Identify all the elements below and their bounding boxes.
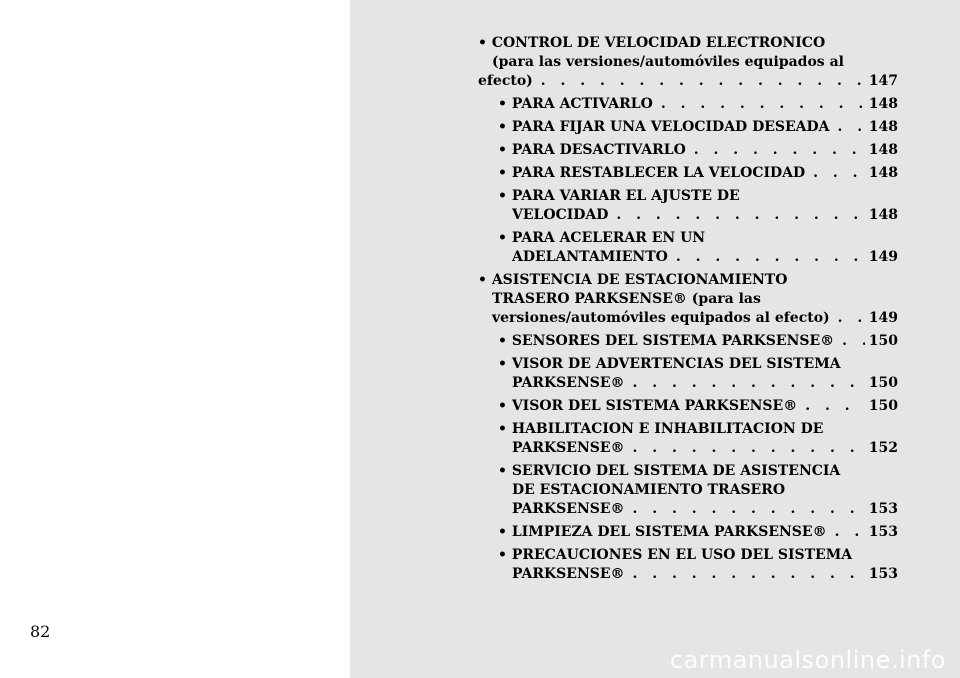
left-page-margin (0, 0, 350, 678)
toc-entry-leader-row (498, 248, 898, 267)
toc-entry (478, 141, 898, 160)
toc-entry (478, 164, 898, 183)
toc-page-number: 148 (868, 165, 898, 181)
dot-leader (838, 118, 865, 137)
toc-entry-title: PARKSENSE® (512, 501, 625, 517)
toc-entry (478, 332, 898, 351)
toc-entry (478, 462, 898, 519)
toc-entry (478, 187, 898, 225)
toc-entry-leader-row (498, 332, 898, 351)
toc-panel (350, 0, 960, 678)
toc-page-number: 153 (868, 501, 898, 517)
toc-entry-leader-row (498, 500, 898, 519)
dot-leader (616, 206, 864, 225)
toc-page-number: 147 (868, 73, 898, 89)
toc-entry (478, 546, 898, 584)
toc-entry-title: • SENSORES DEL SISTEMA PARKSENSE® (498, 333, 835, 349)
toc-entry-leader-row (498, 397, 898, 416)
toc-entry-line: • PRECAUCIONES EN EL USO DEL SISTEMA (498, 547, 853, 563)
toc-entry (478, 95, 898, 114)
toc-entry-leader-row (498, 523, 898, 542)
toc-page-number: 150 (868, 398, 898, 414)
toc-entry-title: ADELANTAMIENTO (512, 249, 668, 265)
toc-entry-title: • VISOR DEL SISTEMA PARKSENSE® (498, 398, 798, 414)
toc-entry-line: • CONTROL DE VELOCIDAD ELECTRONICO (478, 35, 826, 51)
toc-entry (478, 420, 898, 458)
toc-entry-line: • PARA VARIAR EL AJUSTE DE (498, 188, 740, 204)
toc-page-number: 149 (868, 249, 898, 265)
toc-entry-line: • HABILITACION E INHABILITACION DE (498, 421, 824, 437)
toc-entry-line: • VISOR DE ADVERTENCIAS DEL SISTEMA (498, 356, 841, 372)
dot-leader (633, 500, 865, 519)
toc-page-number: 148 (868, 142, 898, 158)
toc-entry (478, 34, 898, 91)
toc-page-number: 148 (868, 207, 898, 223)
toc-entry-leader-row (498, 565, 898, 584)
dot-leader (633, 565, 865, 584)
toc-entry (478, 355, 898, 393)
dot-leader (633, 439, 865, 458)
dot-leader (541, 72, 865, 91)
toc-entry (478, 271, 898, 328)
toc-entry-leader-row (478, 72, 898, 91)
toc-page-number: 149 (868, 310, 898, 326)
dot-leader (835, 523, 865, 542)
toc-entry (478, 523, 898, 542)
toc-entry (478, 118, 898, 137)
watermark: carmanualsonline.info (669, 646, 946, 674)
toc-entry-title: • PARA ACTIVARLO (498, 96, 653, 112)
toc-entry-title: • PARA FIJAR UNA VELOCIDAD DESEADA (498, 119, 830, 135)
toc-entry-leader-row (498, 206, 898, 225)
toc-entry-line: • ASISTENCIA DE ESTACIONAMIENTO (478, 272, 788, 288)
toc-entry-leader-row (498, 164, 898, 183)
toc-entry-leader-row (498, 141, 898, 160)
dot-leader (813, 164, 865, 183)
dot-leader (842, 332, 865, 351)
toc-page-number: 153 (868, 566, 898, 582)
toc-entry-title: • PARA RESTABLECER LA VELOCIDAD (498, 165, 806, 181)
toc-page-number: 148 (868, 96, 898, 112)
toc-page-number: 150 (868, 333, 898, 349)
table-of-contents (478, 34, 898, 584)
toc-entry (478, 229, 898, 267)
toc-page-number: 153 (868, 524, 898, 540)
toc-page-number: 152 (868, 440, 898, 456)
toc-entry-line: TRASERO PARKSENSE® (para las (492, 291, 761, 307)
toc-entry-line: (para las versiones/automóviles equipados al (492, 54, 844, 70)
page-number: 82 (30, 622, 51, 641)
toc-page-number: 150 (868, 375, 898, 391)
toc-entry-title: versiones/automóviles equipados al efecto) (492, 310, 830, 326)
toc-entry-leader-row (498, 95, 898, 114)
toc-entry-leader-row (498, 439, 898, 458)
toc-entry-title: • LIMPIEZA DEL SISTEMA PARKSENSE® (498, 524, 827, 540)
toc-entry-line: • SERVICIO DEL SISTEMA DE ASISTENCIA (498, 463, 841, 479)
dot-leader (633, 374, 865, 393)
toc-entry-line: • PARA ACELERAR EN UN (498, 230, 706, 246)
toc-entry-title: PARKSENSE® (512, 375, 625, 391)
toc-entry-leader-row (498, 374, 898, 393)
dot-leader (694, 141, 865, 160)
toc-page-number: 148 (868, 119, 898, 135)
toc-entry-title: PARKSENSE® (512, 566, 625, 582)
toc-entry-leader-row (478, 309, 898, 328)
toc-entry-title: • PARA DESACTIVARLO (498, 142, 686, 158)
dot-leader (676, 248, 865, 267)
dot-leader (661, 95, 865, 114)
toc-entry (478, 397, 898, 416)
toc-entry-line: DE ESTACIONAMIENTO TRASERO (512, 482, 786, 498)
toc-entry-title: PARKSENSE® (512, 440, 625, 456)
toc-entry-title: efecto) (478, 73, 533, 89)
dot-leader (805, 397, 865, 416)
toc-entry-title: VELOCIDAD (512, 207, 609, 223)
dot-leader (838, 309, 865, 328)
toc-entry-leader-row (498, 118, 898, 137)
